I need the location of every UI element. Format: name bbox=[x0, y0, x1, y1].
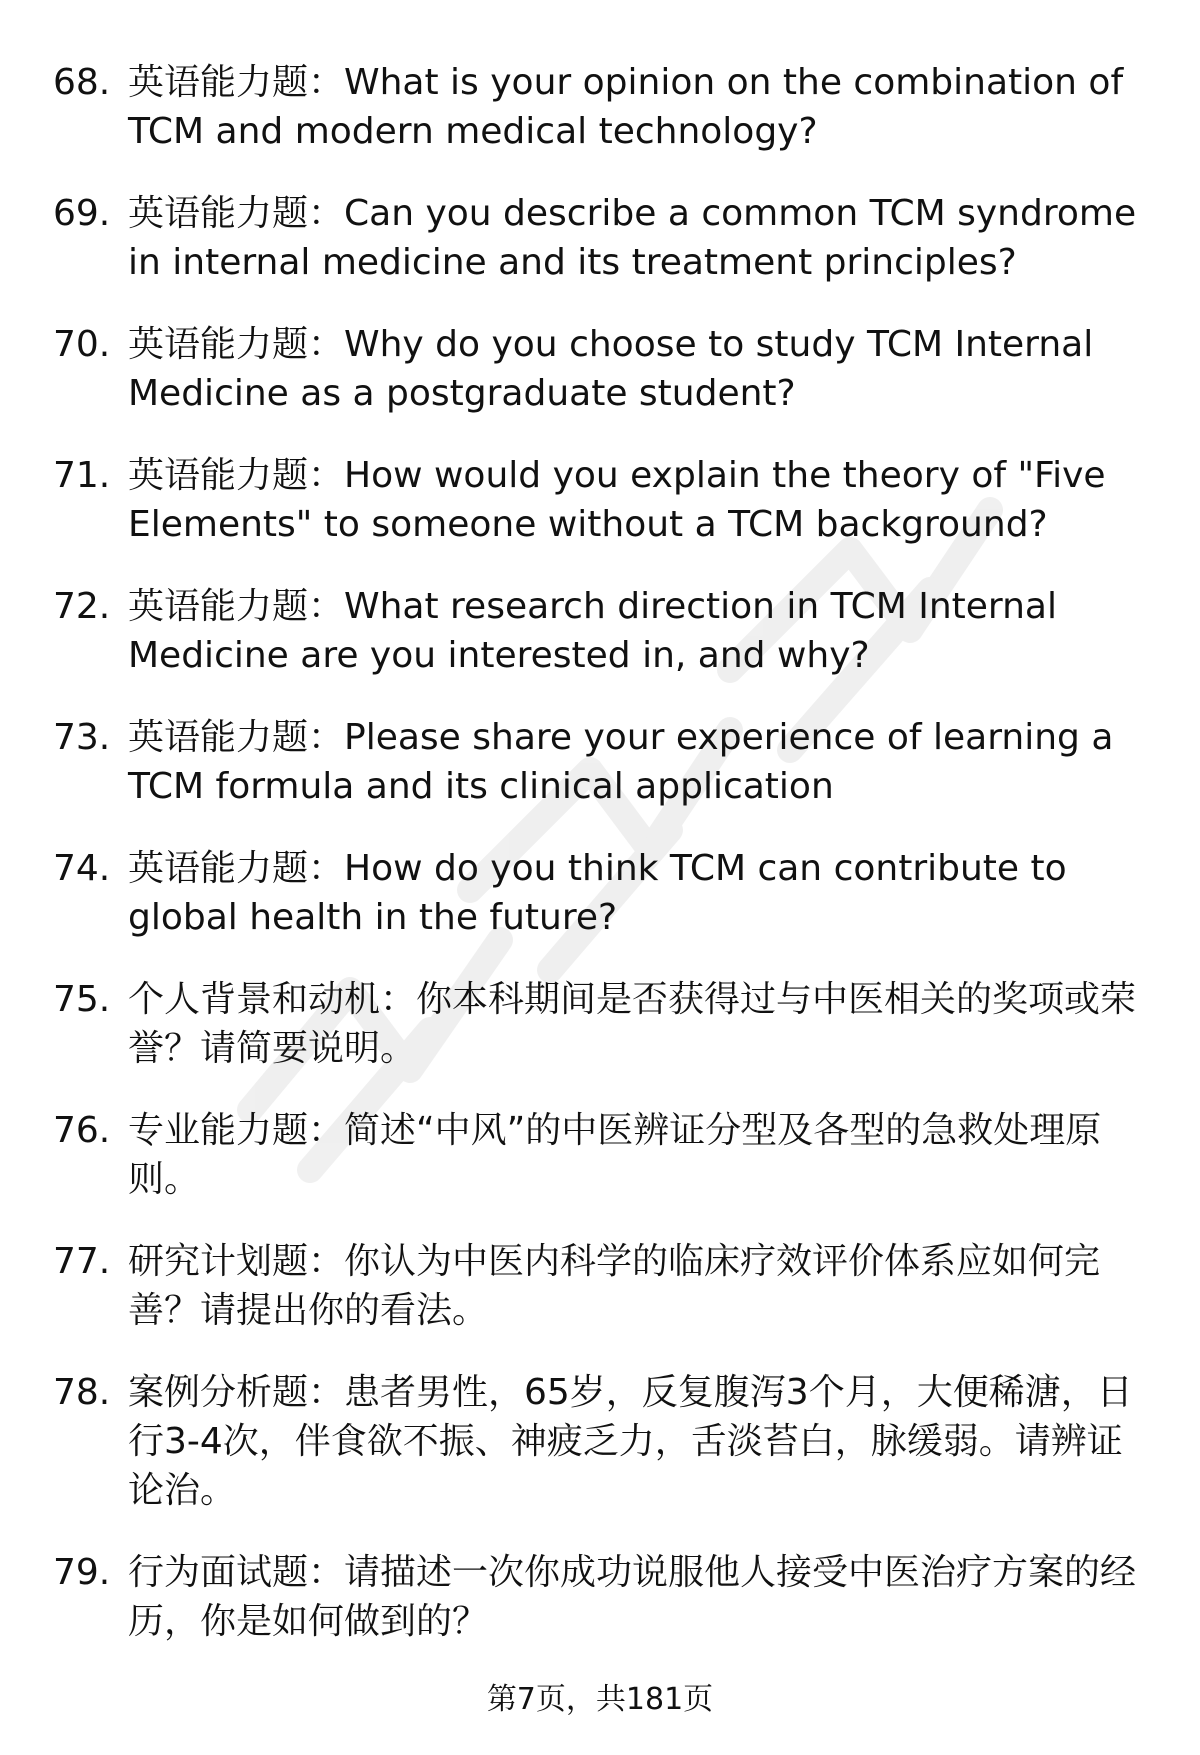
question-number: 72. bbox=[53, 586, 111, 627]
question-text: 行为面试题：请描述一次你成功说服他人接受中医治疗方案的经历，你是如何做到的？ bbox=[128, 1552, 1137, 1642]
question-number: 78. bbox=[53, 1372, 111, 1413]
question-text: 英语能力题：What is your opinion on the combination of TCM and modern medical technology? bbox=[128, 62, 1124, 152]
question-text: 案例分析题：患者男性，65岁，反复腹泻3个月，大便稀溏，日行3-4次，伴食欲不振、神疲乏力，舌淡苔白，脉缓弱。请辨证论治。 bbox=[128, 1372, 1133, 1511]
question-number: 68. bbox=[53, 62, 111, 103]
question-item bbox=[0, 582, 1200, 680]
question-text: 英语能力题：Please share your experience of learning a TCM formula and its clinical application bbox=[128, 717, 1114, 807]
question-item bbox=[0, 713, 1200, 811]
question-item bbox=[0, 58, 1200, 156]
question-number: 70. bbox=[53, 324, 111, 365]
question-text: 个人背景和动机：你本科期间是否获得过与中医相关的奖项或荣誉？请简要说明。 bbox=[128, 979, 1137, 1069]
question-number: 69. bbox=[53, 193, 111, 234]
question-number: 76. bbox=[53, 1110, 111, 1151]
page-footer bbox=[0, 1680, 1200, 1720]
question-number: 79. bbox=[53, 1552, 111, 1593]
page-number-label: 第7页，共181页 bbox=[486, 1682, 714, 1717]
question-number: 77. bbox=[53, 1241, 111, 1282]
question-item bbox=[0, 975, 1200, 1073]
question-text: 英语能力题：How would you explain the theory of "Five Elements" to someone without a TCM background? bbox=[128, 455, 1106, 545]
question-number: 71. bbox=[53, 455, 111, 496]
question-item bbox=[0, 1106, 1200, 1204]
question-item bbox=[0, 320, 1200, 418]
question-text: 英语能力题：Can you describe a common TCM syndrome in internal medicine and its treatment principles? bbox=[128, 193, 1137, 283]
question-text: 英语能力题：How do you think TCM can contribute to global health in the future? bbox=[128, 848, 1067, 938]
question-number: 73. bbox=[53, 717, 111, 758]
question-item bbox=[0, 1237, 1200, 1335]
question-text: 英语能力题：Why do you choose to study TCM Internal Medicine as a postgraduate student? bbox=[128, 324, 1094, 414]
question-item bbox=[0, 1548, 1200, 1646]
question-item bbox=[0, 1368, 1200, 1515]
question-item bbox=[0, 451, 1200, 549]
question-text: 研究计划题：你认为中医内科学的临床疗效评价体系应如何完善？请提出你的看法。 bbox=[128, 1241, 1101, 1331]
question-item bbox=[0, 844, 1200, 942]
question-number: 75. bbox=[53, 979, 111, 1020]
question-item bbox=[0, 189, 1200, 287]
question-text: 专业能力题：简述“中风”的中医辨证分型及各型的急救处理原则。 bbox=[128, 1110, 1102, 1200]
question-list bbox=[0, 58, 1200, 1679]
question-text: 英语能力题：What research direction in TCM Internal Medicine are you interested in, and why? bbox=[128, 586, 1057, 676]
question-number: 74. bbox=[53, 848, 111, 889]
